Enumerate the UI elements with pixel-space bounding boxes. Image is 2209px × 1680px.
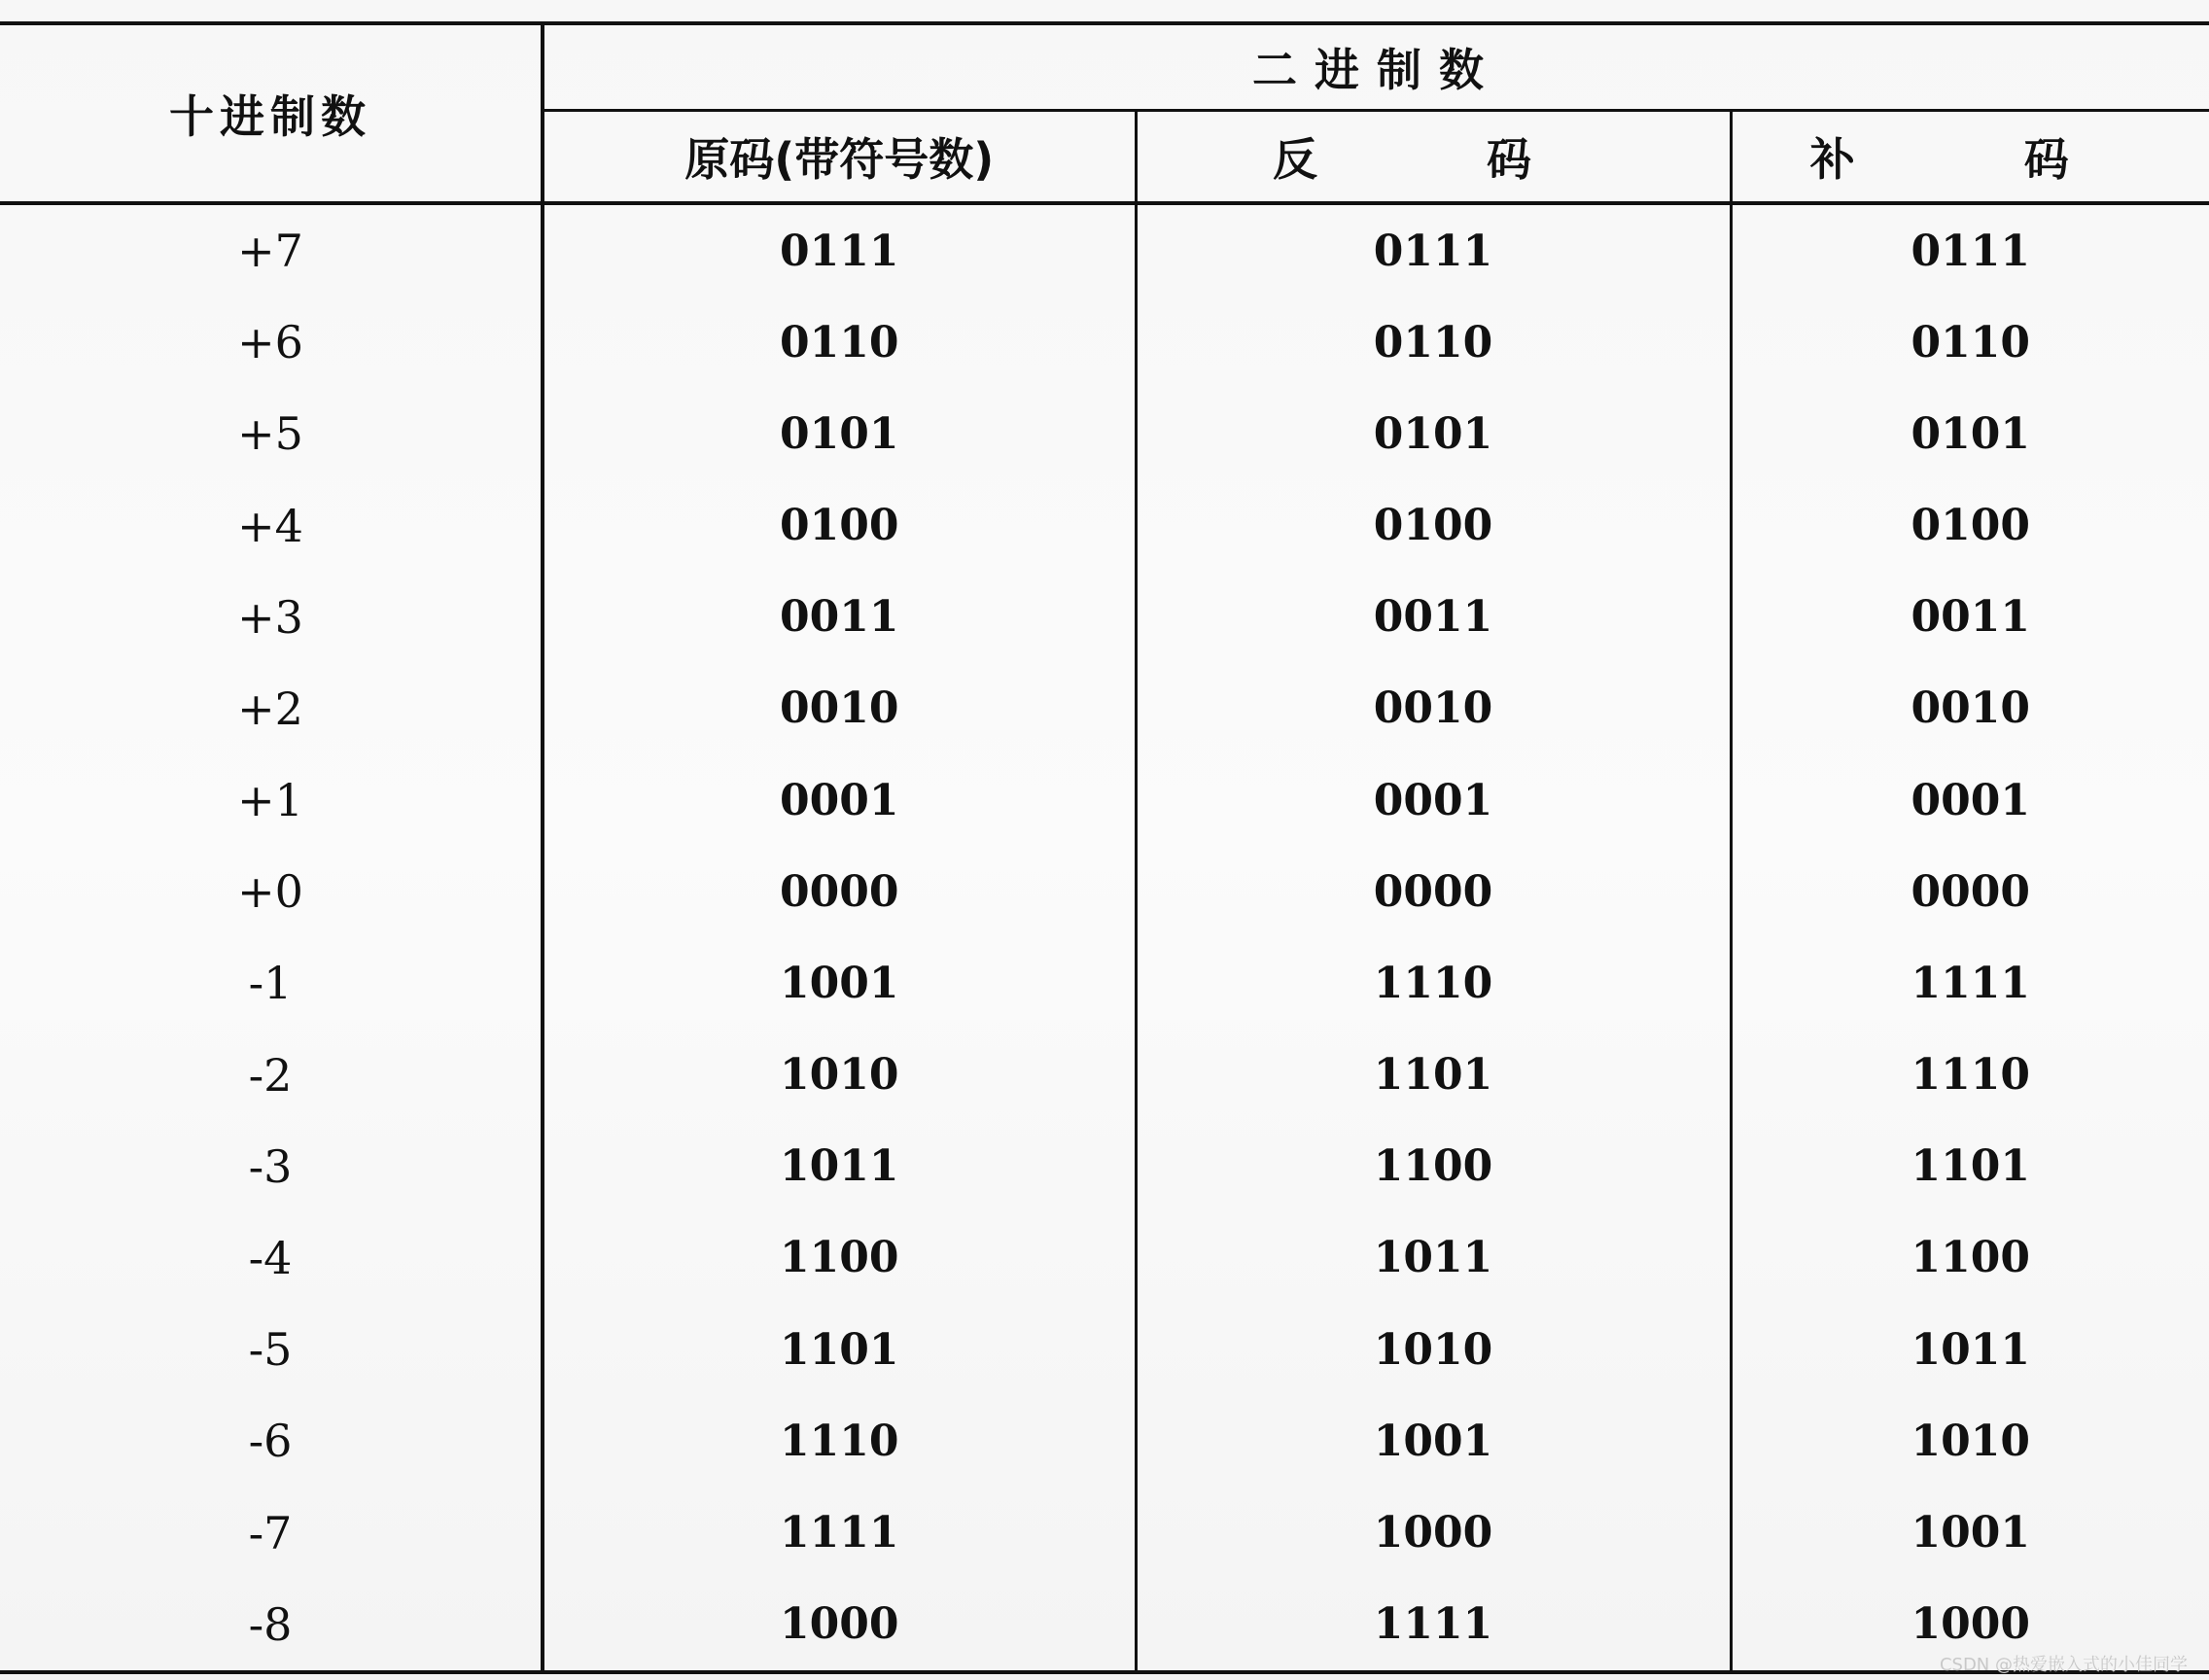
cell-decimal: -8 (0, 1579, 543, 1672)
cell-ones-complement: 0010 (1136, 663, 1731, 754)
cell-original-code: 0001 (543, 754, 1136, 846)
cell-original-code: 0101 (543, 388, 1136, 479)
table-row (0, 572, 2209, 663)
table-row (0, 297, 2209, 388)
cell-original-code: 1111 (543, 1487, 1136, 1578)
table-row (0, 480, 2209, 572)
cell-ones-complement: 0000 (1136, 846, 1731, 937)
cell-decimal: -1 (0, 937, 543, 1029)
table-row (0, 388, 2209, 479)
header-row-top (0, 23, 2209, 111)
cell-decimal: +5 (0, 388, 543, 479)
table-body (0, 203, 2209, 1672)
cell-ones-complement: 1101 (1136, 1030, 1731, 1121)
cell-original-code: 1101 (543, 1304, 1136, 1395)
cell-ones-complement: 0011 (1136, 572, 1731, 663)
cell-twos-complement: 1000 (1731, 1579, 2209, 1672)
cell-twos-complement: 1101 (1911, 1141, 2030, 1192)
table-row (0, 1030, 2209, 1121)
cell-original-code: 0100 (543, 480, 1136, 572)
cell-ones-complement: 1111 (1136, 1579, 1731, 1672)
cell-original-code: 0010 (543, 663, 1136, 754)
cell-original-code: 1010 (543, 1030, 1136, 1121)
table-row (0, 1212, 2209, 1304)
cell-decimal: +6 (0, 297, 543, 388)
cell-ones-complement: 1100 (1136, 1121, 1731, 1212)
cell-original-code: 1100 (543, 1212, 1136, 1304)
cell-twos-complement: 1110 (1911, 1050, 2030, 1101)
header-twos-complement: 补 码 (1731, 111, 2209, 204)
cell-twos-complement: 1001 (1911, 1508, 2030, 1558)
cell-decimal: -7 (0, 1487, 543, 1578)
table-row (0, 1304, 2209, 1395)
cell-original-code: 0000 (543, 846, 1136, 937)
cell-twos-complement: 0011 (1911, 592, 2030, 643)
cell-twos-complement: 0111 (1911, 226, 2030, 276)
cell-twos-complement: 0001 (1911, 775, 2030, 825)
table-row (0, 754, 2209, 846)
cell-decimal: -6 (0, 1395, 543, 1487)
cell-ones-complement: 1000 (1136, 1487, 1731, 1578)
table-row (0, 937, 2209, 1029)
cell-twos-complement: 1100 (1911, 1233, 2030, 1283)
cell-decimal: -2 (0, 1030, 543, 1121)
watermark: CSDN @热爱嵌入式的小佳同学 (1939, 1655, 2188, 1675)
table-row (0, 1579, 2209, 1672)
cell-ones-complement: 0100 (1136, 480, 1731, 572)
header-binary: 二进制数 (543, 23, 2209, 111)
cell-decimal: -4 (0, 1212, 543, 1304)
cell-twos-complement: 0101 (1911, 408, 2030, 459)
cell-decimal: +2 (0, 663, 543, 754)
cell-ones-complement: 0111 (1136, 203, 1731, 297)
cell-twos-complement: 1011 (1911, 1324, 2030, 1375)
header-decimal: 十进制数 (0, 23, 543, 203)
cell-decimal: +0 (0, 846, 543, 937)
table-row (0, 1395, 2209, 1487)
cell-ones-complement: 1011 (1136, 1212, 1731, 1304)
cell-twos-complement: 0100 (1911, 501, 2030, 551)
cell-decimal: +7 (0, 203, 543, 297)
header-ones-complement: 反 码 (1136, 111, 1731, 204)
cell-original-code: 1110 (543, 1395, 1136, 1487)
table-row (0, 1487, 2209, 1578)
cell-decimal: +4 (0, 480, 543, 572)
table-row (0, 663, 2209, 754)
cell-original-code: 1011 (543, 1121, 1136, 1212)
header-original-code: 原码(带符号数) (543, 111, 1136, 204)
cell-original-code: 0011 (543, 572, 1136, 663)
cell-ones-complement: 0110 (1136, 297, 1731, 388)
table-row (0, 846, 2209, 937)
cell-twos-complement: 1010 (1911, 1416, 2030, 1466)
cell-ones-complement: 1010 (1136, 1304, 1731, 1395)
cell-ones-complement: 0101 (1136, 388, 1731, 479)
cell-twos-complement: 1111 (1911, 958, 2030, 1008)
table-row (0, 203, 2209, 297)
cell-original-code: 1000 (543, 1579, 1136, 1672)
cell-ones-complement: 1110 (1136, 937, 1731, 1029)
cell-decimal: +3 (0, 572, 543, 663)
table-header (0, 23, 2209, 203)
cell-ones-complement: 1001 (1136, 1395, 1731, 1487)
cell-original-code: 0110 (543, 297, 1136, 388)
binary-code-table (0, 21, 2209, 1674)
cell-decimal: -5 (0, 1304, 543, 1395)
cell-decimal: -3 (0, 1121, 543, 1212)
cell-original-code: 1001 (543, 937, 1136, 1029)
cell-ones-complement: 0001 (1136, 754, 1731, 846)
cell-twos-complement: 0110 (1911, 317, 2030, 368)
cell-twos-complement: 0000 (1911, 866, 2030, 917)
cell-decimal: +1 (0, 754, 543, 846)
table-row (0, 1121, 2209, 1212)
cell-twos-complement: 0010 (1911, 683, 2030, 734)
cell-original-code: 0111 (543, 203, 1136, 297)
